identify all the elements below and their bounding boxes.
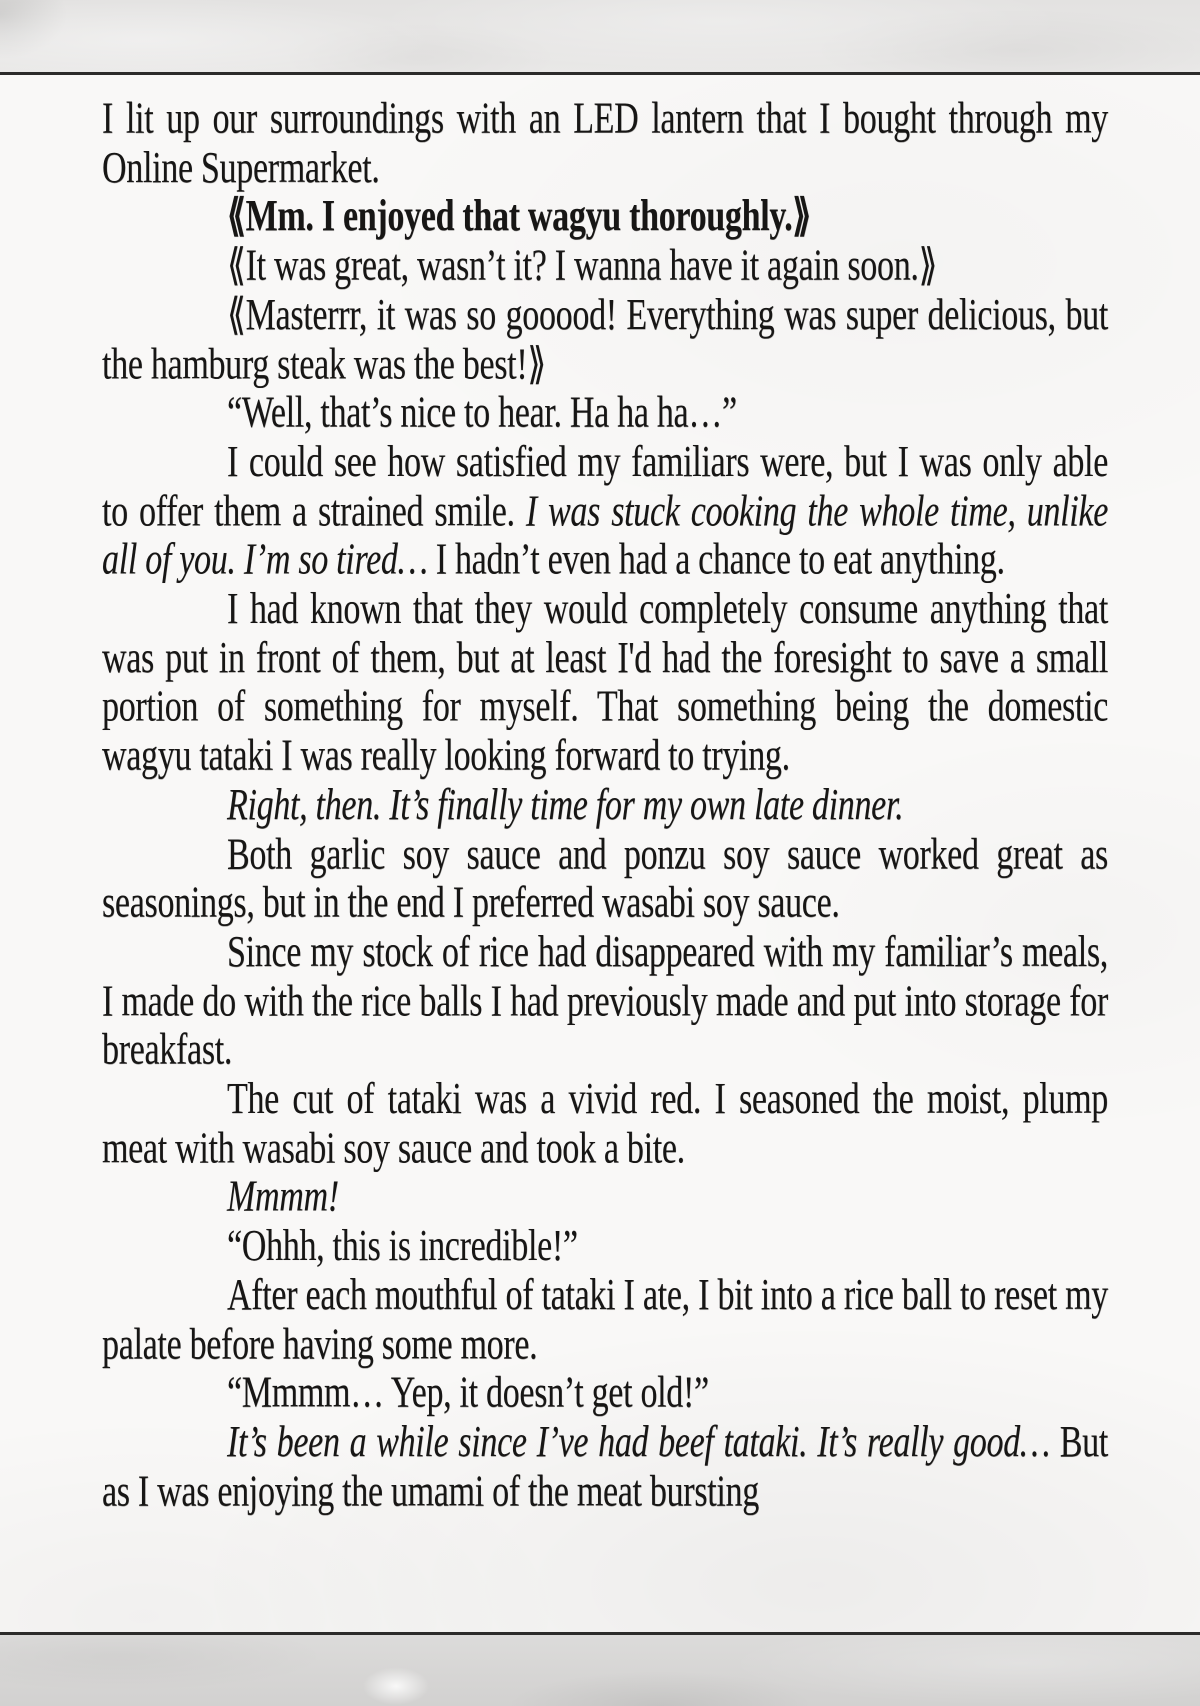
text-run: But as I was enjoying the umami of the meat bursting [102, 1418, 1108, 1516]
paragraph [102, 1173, 1108, 1222]
text-run: I had known that they would completely consume anything that was put in front of them, but at least I'd had the foresight to save a small portion of something for myself. That something being the domestic wagyu tataki I was really looking forward to trying. [102, 585, 1108, 781]
paragraph [102, 1418, 1108, 1516]
paragraph [102, 1369, 1108, 1418]
paragraph [102, 193, 1108, 242]
text-run: I could see how satisfied my familiars were, but I was only able to offer them a strained smile. [102, 438, 1108, 536]
page-bottom-margin [0, 1635, 1200, 1706]
paragraph [102, 389, 1108, 438]
paragraph [102, 242, 1108, 291]
text-run: Mmmm! [227, 1173, 339, 1222]
text-run: I was stuck cooking the whole time, unlike all of you. I’m so tired… [102, 487, 1108, 585]
page-content [0, 75, 1200, 1632]
text-run: ⟪Mm. I enjoyed that wagyu thoroughly.⟫ [227, 193, 811, 242]
text-run: ⟪It was great, wasn’t it? I wanna have it again soon.⟫ [227, 242, 938, 291]
paragraph [102, 438, 1108, 585]
paragraph [102, 830, 1108, 928]
paragraph [102, 1075, 1108, 1173]
paragraph [102, 95, 1108, 193]
text-run: Both garlic soy sauce and ponzu soy sauce worked great as seasonings, but in the end I preferred wasabi soy sauce. [102, 830, 1108, 928]
paragraph [102, 928, 1108, 1075]
paragraph [102, 291, 1108, 389]
paragraph [102, 585, 1108, 781]
page-top-margin [0, 0, 1200, 72]
text-run: Right, then. It’s finally time for my own late dinner. [227, 781, 904, 830]
text-run: “Ohhh, this is incredible!” [227, 1222, 578, 1271]
text-run: Since my stock of rice had disappeared with my familiar’s meals, I made do with the rice balls I had previously made and put into storage for breakfast. [102, 928, 1108, 1075]
text-run: “Well, that’s nice to hear. Ha ha ha…” [227, 389, 737, 438]
paragraph [102, 781, 1108, 830]
text-run: After each mouthful of tataki I ate, I bit into a rice ball to reset my palate before having some more. [102, 1271, 1108, 1369]
text-run: “Mmmm… Yep, it doesn’t get old!” [227, 1369, 709, 1418]
body-text [102, 95, 1108, 1516]
text-run: ⟪Masterrr, it was so gooood! Everything was super delicious, but the hamburg steak was the best!⟫ [102, 291, 1108, 389]
text-run: I lit up our surroundings with an LED lantern that I bought through my Online Supermarket. [102, 95, 1108, 193]
text-run: I hadn’t even had a chance to eat anything. [435, 536, 1005, 585]
text-run: It’s been a while since I’ve had beef tataki. It’s really good… [227, 1418, 1060, 1467]
text-run: The cut of tataki was a vivid red. I seasoned the moist, plump meat with wasabi soy sauce and took a bite. [102, 1075, 1108, 1173]
paragraph [102, 1222, 1108, 1271]
paragraph [102, 1271, 1108, 1369]
